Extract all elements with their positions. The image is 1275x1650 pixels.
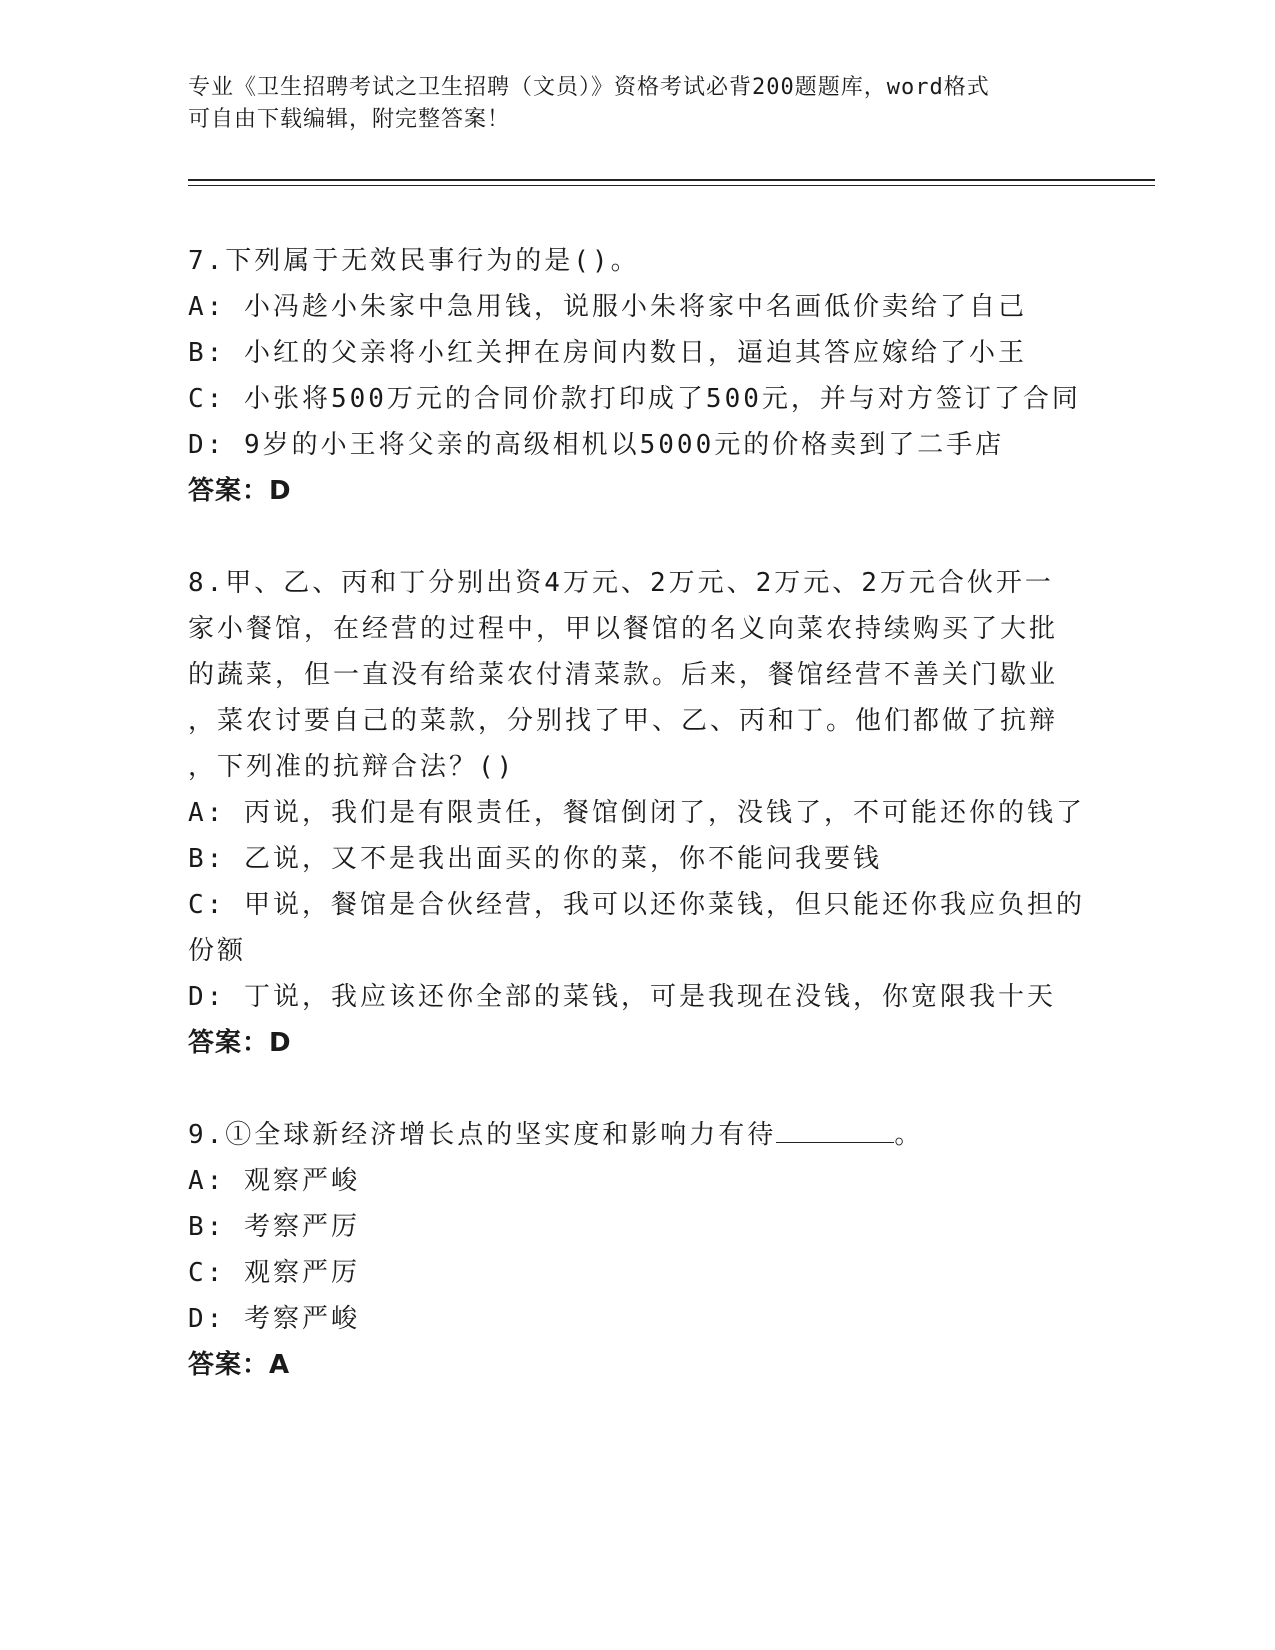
option-d: D: 考察严峻 (188, 1304, 360, 1334)
option-a: A: 小冯趁小朱家中急用钱，说服小朱将家中名画低价卖给了自己 (188, 292, 1027, 322)
question-7 (188, 238, 1093, 514)
question-stem-line: 的蔬菜，但一直没有给菜农付清菜款。后来，餐馆经营不善关门歇业 (188, 660, 1059, 690)
question-8 (188, 560, 1093, 1066)
option-a: A: 观察严峻 (188, 1166, 360, 1196)
option-a: A: 丙说，我们是有限责任，餐馆倒闭了，没钱了，不可能还你的钱了 (188, 798, 1085, 828)
question-stem: 7.下列属于无效民事行为的是()。 (188, 246, 640, 276)
option-d: D: 9岁的小王将父亲的高级相机以5000元的价格卖到了二手店 (188, 430, 1005, 460)
option-c: C: 小张将500万元的合同价款打印成了500元，并与对方签订了合同 (188, 384, 1081, 414)
question-stem-line: ，下列准的抗辩合法？() (188, 752, 516, 782)
fill-in-blank (776, 1122, 894, 1143)
question-stem-line: ，菜农讨要自己的菜款，分别找了甲、乙、丙和丁。他们都做了抗辩 (188, 706, 1059, 736)
option-c-continued: 份额 (188, 936, 247, 966)
header-line-2: 可自由下载编辑，附完整答案！ (188, 107, 511, 132)
question-stem (188, 1112, 1093, 1158)
answer: 答案：A (188, 1350, 291, 1380)
option-b: B: 乙说，又不是我出面买的你的菜，你不能问我要钱 (188, 844, 882, 874)
header-line-1: 专业《卫生招聘考试之卫生招聘（文员）》资格考试必背200题题库，word格式 (188, 75, 990, 100)
option-c: C: 观察严厉 (188, 1258, 360, 1288)
question-stem-text: 9.①全球新经济增长点的坚实度和影响力有待 (188, 1120, 777, 1150)
answer: 答案：D (188, 1028, 292, 1058)
header-divider-thin (188, 185, 1155, 186)
question-list (188, 238, 1093, 1434)
header-divider-thick (188, 179, 1155, 181)
answer: 答案：D (188, 476, 292, 506)
question-stem-line: 8.甲、乙、丙和丁分别出资4万元、2万元、2万元、2万元合伙开一 (188, 568, 1054, 598)
question-9 (188, 1112, 1093, 1388)
question-stem-end: 。 (894, 1120, 924, 1150)
document-header (188, 72, 1088, 136)
option-d: D: 丁说，我应该还你全部的菜钱，可是我现在没钱，你宽限我十天 (188, 982, 1056, 1012)
question-stem-line: 家小餐馆，在经营的过程中，甲以餐馆的名义向菜农持续购买了大批 (188, 614, 1059, 644)
option-b: B: 考察严厉 (188, 1212, 360, 1242)
option-c: C: 甲说，餐馆是合伙经营，我可以还你菜钱，但只能还你我应负担的 (188, 890, 1085, 920)
option-b: B: 小红的父亲将小红关押在房间内数日，逼迫其答应嫁给了小王 (188, 338, 1027, 368)
